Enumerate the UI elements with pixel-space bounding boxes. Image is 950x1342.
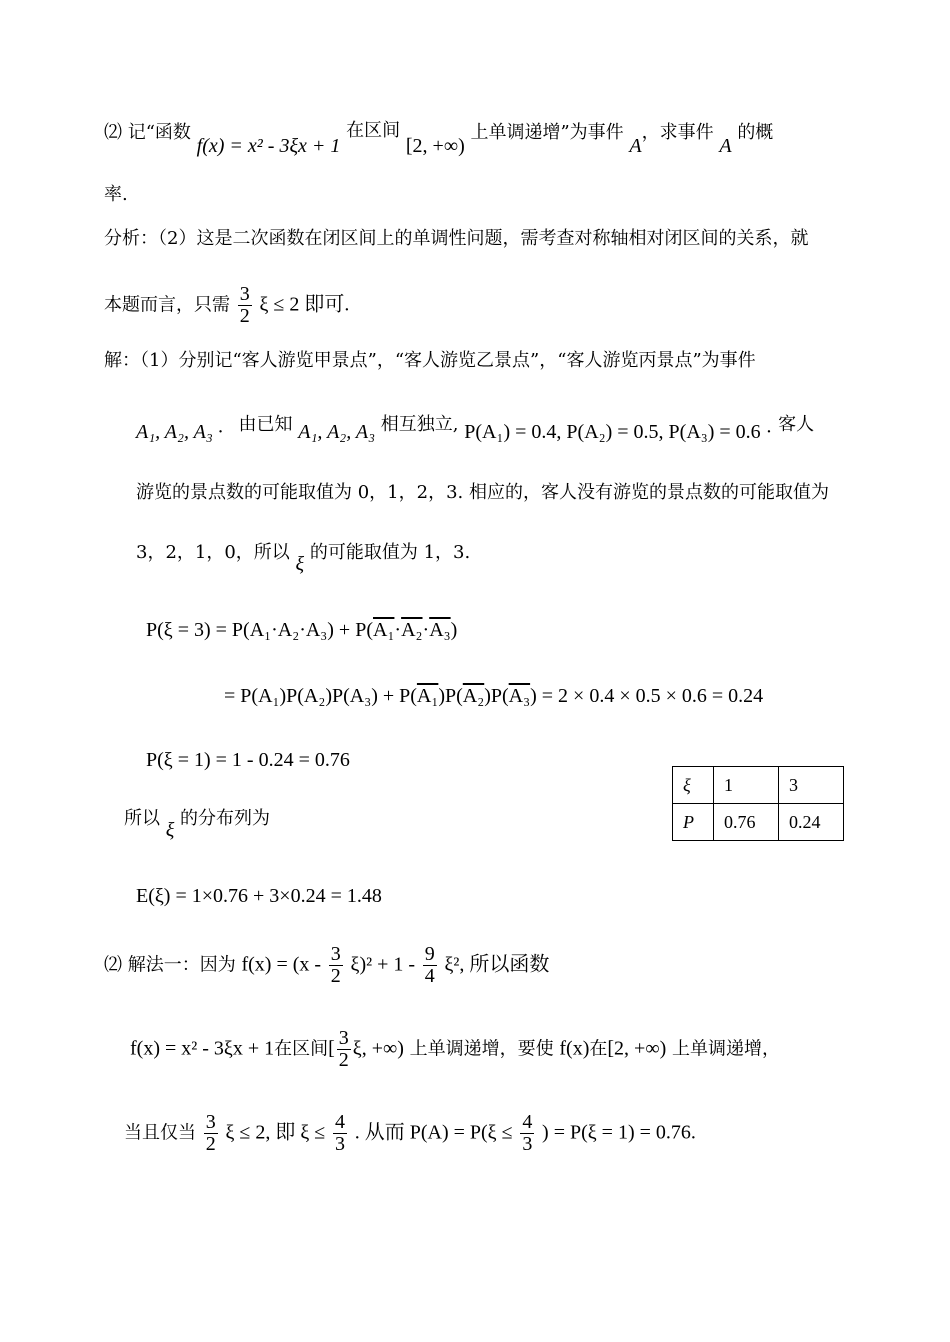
problem2-mid: 在区间 — [346, 120, 401, 141]
table-cell: 0.24 — [779, 804, 844, 841]
eq-p1: P(ξ = 1) = 1 - 0.24 = 0.76 — [146, 749, 350, 771]
problem2-cont: 率. — [104, 184, 128, 205]
fraction-3-2: $\frac{3}{2}$ — [239, 283, 250, 327]
problem2-line — [104, 120, 774, 157]
solution-probs: P(A₁) = 0.4, P(A₂) = 0.5, P(A₃) = 0.6 · — [464, 421, 773, 443]
solution-line4-post: 的可能取值为 1，3. — [309, 542, 471, 563]
problem2-suffix: 上单调递增”为事件 — [470, 122, 624, 143]
solution-events2: A₁, A₂, A₃ — [298, 421, 376, 443]
table-cell: ξ — [673, 767, 714, 804]
analysis-line1: 分析：（2）这是二次函数在闭区间上的单调性问题，需考查对称轴相对闭区间的关系，就 — [104, 228, 809, 249]
table-cell: 3 — [779, 767, 844, 804]
problem2-event: A — [629, 135, 642, 157]
table-row — [673, 767, 844, 804]
distribution-table — [672, 766, 844, 841]
analysis-line2-pre: 本题而言，只需 — [104, 294, 230, 316]
solution-line3: 游览的景点数的可能取值为 0，1，2，3. 相应的，客人没有游览的景点数的可能取值为 — [136, 482, 829, 503]
eq-expectation: E(ξ) = 1×0.76 + 3×0.24 = 1.48 — [136, 885, 382, 907]
solution-known: 由已知 — [238, 414, 293, 435]
table-cell: 0.76 — [714, 804, 779, 841]
eq-p3-line2: = P(A₁)P(A₂)P(A₃) + P(A₁)P(A₂)P(A₃) = 2 × 0.4 × 0.5 × 0.6 = 0.24 — [224, 685, 764, 707]
solution-line4-pre: 3，2，1，0，所以 — [136, 542, 290, 563]
analysis-line2 — [104, 284, 349, 327]
xi-symbol: ξ — [295, 553, 305, 575]
solution-line4 — [136, 540, 471, 575]
overline-a3: A₃ — [429, 619, 451, 641]
problem2-event2: A — [719, 135, 732, 157]
solution-guest: 客人 — [778, 414, 815, 435]
method-line2: f(x) = x² - 3ξx + 1在区间[ $\frac{3}{2}$ ξ, +∞) 上单调递增，要使 f(x)在[2, +∞) 上单调递增， — [130, 1027, 780, 1071]
table-row — [673, 804, 844, 841]
table-cell: 1 — [714, 767, 779, 804]
xi-symbol: ξ — [165, 819, 175, 841]
overline-a2: A₂ — [401, 619, 423, 641]
method-line1: ⑵ 解法一：因为 f(x) = (x - $\frac{3}{2}$ ξ)² + 1 - $\frac{9}{4}$ ξ², 所以函数 — [104, 943, 550, 987]
analysis-line2-post: ξ ≤ 2 即可. — [259, 293, 350, 316]
table-cell: P — [673, 804, 714, 841]
solution-line2 — [136, 412, 815, 443]
problem2-interval: [2, +∞) — [405, 135, 465, 157]
method-line3: 当且仅当 $\frac{3}{2}$ ξ ≤ 2, 即 ξ ≤ $\frac{4}{3}$ . 从而 P(A) = P(ξ ≤ $\frac{4}{3}$ ) = P(ξ = 1) = 0.76. — [124, 1111, 696, 1155]
problem2-suffix2: ，求事件 — [641, 122, 714, 143]
solution-events: A₁, A₂, A₃ · — [136, 421, 223, 443]
problem2-func: f(x) = x² - 3ξx + 1 — [196, 135, 341, 157]
dist-label: 所以 ξ 的分布列为 — [124, 808, 271, 841]
overline-a1: A₁ — [373, 619, 395, 641]
eq-p3-line1: P(ξ = 3) = P(A₁·A₂·A₃) + P(A₁·A₂·A₃) — [146, 619, 458, 641]
solution-line1: 解：（1）分别记“客人游览甲景点”，“客人游览乙景点”，“客人游览丙景点”为事件 — [104, 350, 756, 371]
problem2-prefix: ⑵ 记“函数 — [104, 122, 191, 143]
solution-independent: 相互独立, — [380, 414, 459, 435]
problem2-suffix3: 的概 — [737, 122, 774, 143]
